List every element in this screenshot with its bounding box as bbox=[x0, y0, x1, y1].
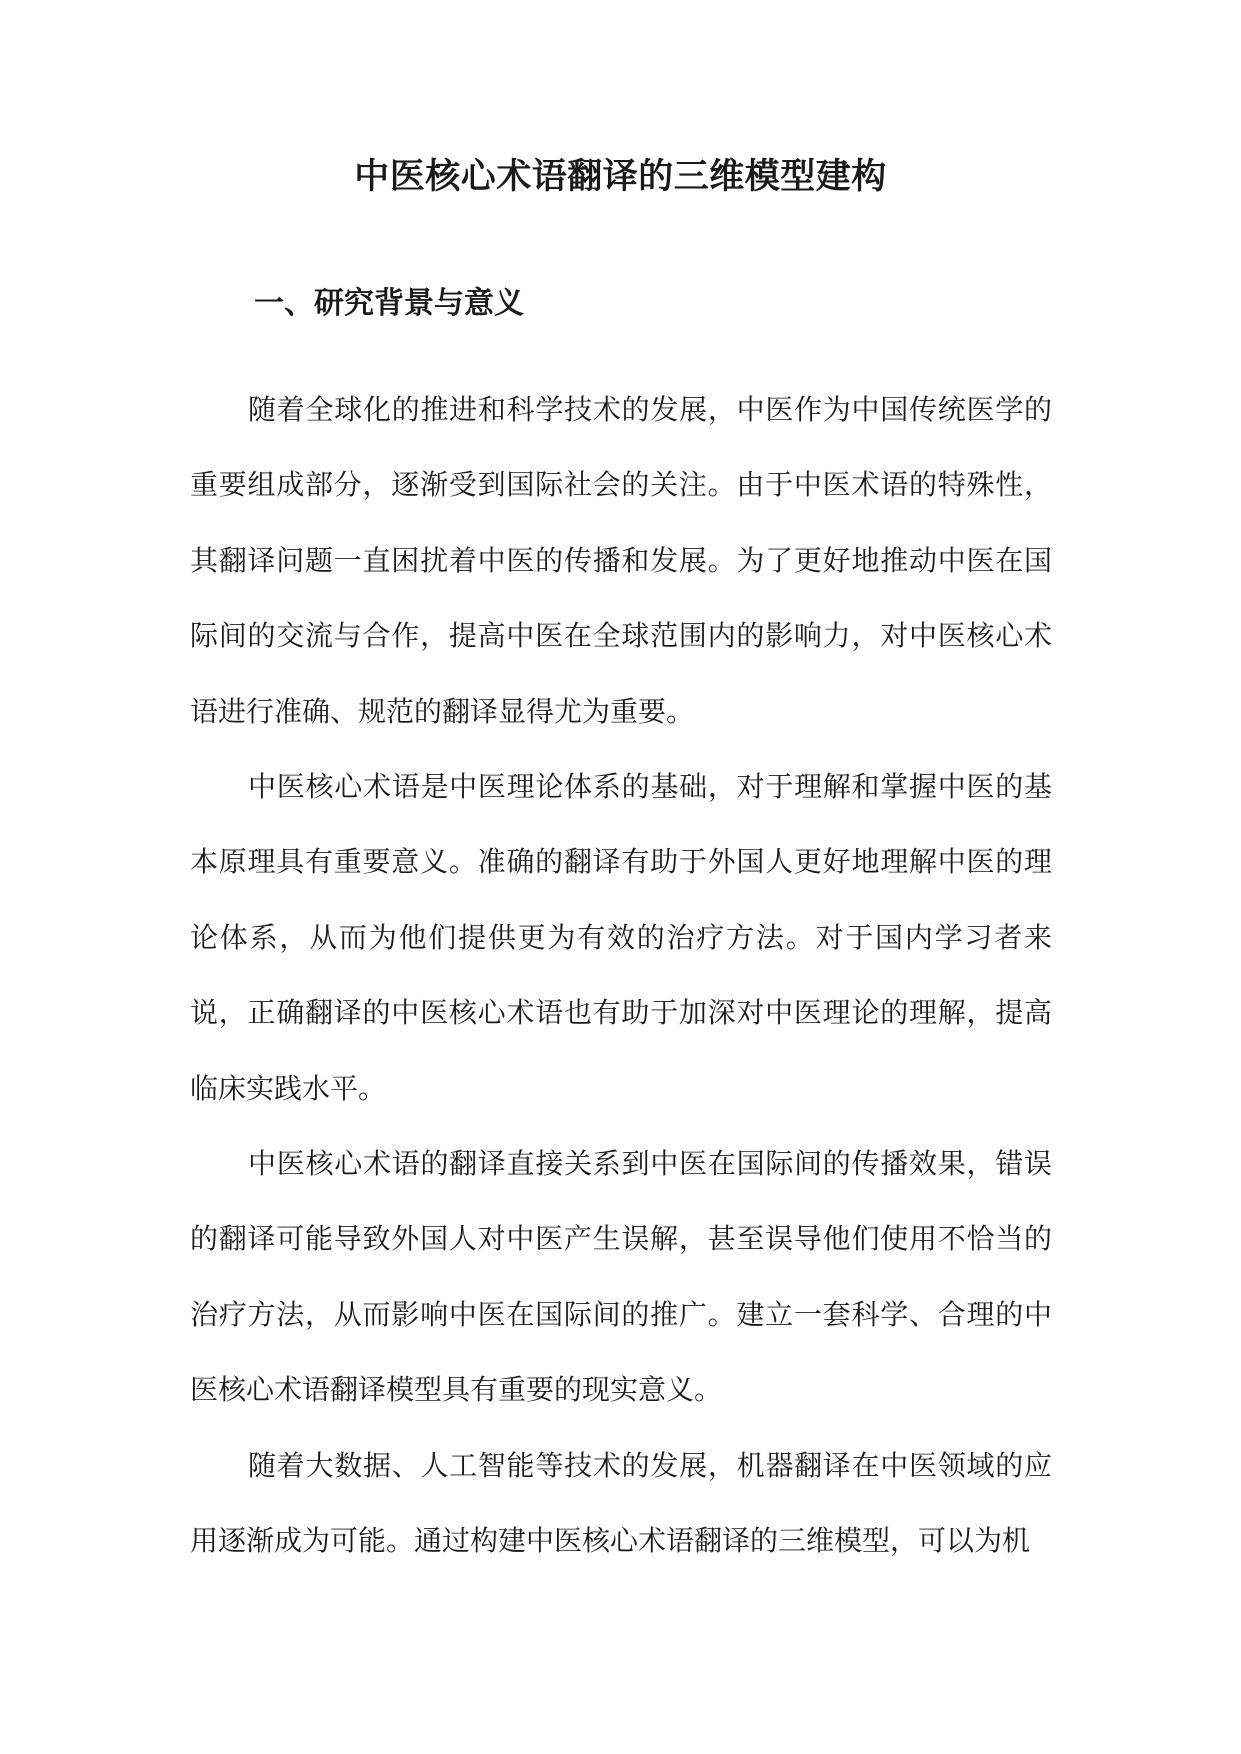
paragraph: 中医核心术语是中医理论体系的基础，对于理解和掌握中医的基本原理具有重要意义。准确的翻译有助于外国人更好地理解中医的理论体系，从而为他们提供更为有效的治疗方法。对于国内学习者来说，正确翻译的中医核心术语也有助于加深对中医理论的理解，提高临床实践水平。 bbox=[190, 770, 1052, 1105]
document-title: 中医核心术语翻译的三维模型建构 bbox=[354, 157, 887, 197]
body-text bbox=[190, 372, 1052, 1579]
section-heading: 一、研究背景与意义 bbox=[254, 286, 524, 321]
paragraph: 中医核心术语的翻译直接关系到中医在国际间的传播效果，错误的翻译可能导致外国人对中医产生误解，甚至误导他们使用不恰当的治疗方法，从而影响中医在国际间的推广。建立一套科学、合理的中医核心术语翻译模型具有重要的现实意义。 bbox=[190, 1147, 1052, 1407]
paragraph: 随着大数据、人工智能等技术的发展，机器翻译在中医领域的应用逐渐成为可能。通过构建中医核心术语翻译的三维模型，可以为机 bbox=[190, 1448, 1052, 1558]
paragraph: 随着全球化的推进和科学技术的发展，中医作为中国传统医学的重要组成部分，逐渐受到国际社会的关注。由于中医术语的特殊性，其翻译问题一直困扰着中医的传播和发展。为了更好地推动中医在国际间的交流与合作，提高中医在全球范围内的影响力，对中医核心术语进行准确、规范的翻译显得尤为重要。 bbox=[190, 393, 1052, 728]
